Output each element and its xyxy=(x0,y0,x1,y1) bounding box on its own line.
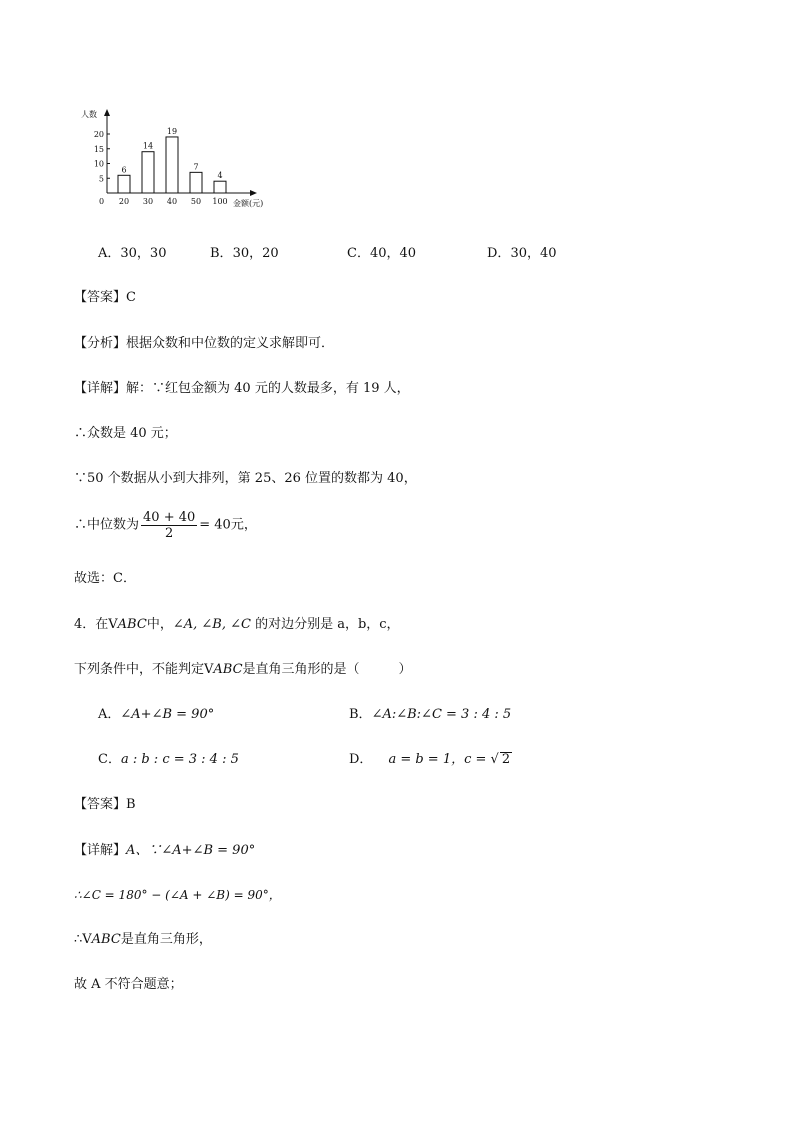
detail-tag: 【详解】 xyxy=(74,843,127,858)
detail-tag: 【详解】 xyxy=(74,381,127,396)
x-tick-label: 50 xyxy=(190,197,202,206)
answer-value: B xyxy=(126,797,136,812)
detail-text: 解：∵红包金额为 40 元的人数最多，有 19 人， xyxy=(126,381,410,396)
triangle-symbol: V xyxy=(82,932,92,947)
answer-value: C xyxy=(126,290,136,305)
option-d xyxy=(487,246,557,262)
x-tick-label: 20 xyxy=(118,197,130,206)
y-tick-label: 20 xyxy=(93,130,104,139)
origin-label: 0 xyxy=(99,197,105,206)
q3-detail-line3: ∵50 个数据从小到大排列，第 25、26 位置的数都为 40， xyxy=(74,471,417,486)
option-d-text: 30，40 xyxy=(510,246,557,261)
median-fraction xyxy=(141,510,197,541)
detail-text: A、∵∠A+∠B = 90° xyxy=(126,843,256,858)
y-axis-arrow xyxy=(104,109,110,116)
y-tick-label: 15 xyxy=(93,144,104,154)
analysis-text: 根据众数和中位数的定义求解即可． xyxy=(126,336,335,351)
q4-detail-line3 xyxy=(74,932,212,948)
q4-detail-line3-post: 是直角三角形， xyxy=(120,932,212,947)
bar xyxy=(118,175,130,193)
x-axis-arrow xyxy=(250,190,257,196)
analysis-tag: 【分析】 xyxy=(74,336,127,351)
q4-stem-line2 xyxy=(74,662,412,678)
q4-detail-line1 xyxy=(74,843,255,859)
q4-option-b-letter: B． xyxy=(349,707,372,722)
q4-option-d-text: a = b = 1，c = xyxy=(388,752,491,767)
fraction-numerator: 40 + 40 xyxy=(143,510,196,525)
q3-analysis xyxy=(74,336,334,352)
x-axis-label: 金额(元) xyxy=(233,199,264,208)
y-axis-label: 人数 xyxy=(81,110,97,119)
answer-tag: 【答案】 xyxy=(74,290,127,305)
q4-stem-line1 xyxy=(74,617,400,633)
option-c-letter: C． xyxy=(347,246,370,261)
option-b-letter: B． xyxy=(210,246,233,261)
option-a xyxy=(98,246,166,262)
option-c-text: 40，40 xyxy=(369,246,417,261)
y-tick-label: 5 xyxy=(98,174,104,184)
bar-value-label: 14 xyxy=(142,141,154,151)
triangle-symbol: V xyxy=(108,617,118,632)
x-tick-label: 100 xyxy=(212,197,228,206)
q4-detail-line2: ∴∠C = 180° − (∠A + ∠B) = 90°， xyxy=(74,888,281,902)
therefore-sign: ∴ xyxy=(74,932,83,947)
triangle-symbol: V xyxy=(204,662,214,677)
answer-tag: 【答案】 xyxy=(74,797,127,812)
bar xyxy=(214,181,226,193)
option-c xyxy=(347,246,416,262)
bar-value-label: 6 xyxy=(121,165,127,175)
q4-option-d-letter: D． xyxy=(349,752,373,767)
triangle-name: ABC xyxy=(91,932,121,947)
q4-option-c-text: a : b : c = 3 : 4 : 5 xyxy=(120,752,239,767)
triangle-name: ABC xyxy=(117,617,147,632)
fraction-denominator: 2 xyxy=(165,526,174,541)
q4-option-b xyxy=(349,707,511,723)
q4-option-a-text: ∠A+∠B = 90° xyxy=(120,707,215,722)
q4-answer xyxy=(74,797,136,813)
q4-line2-pre: 下列条件中，不能判定 xyxy=(74,662,205,677)
x-tick-label: 40 xyxy=(166,197,178,206)
q4-option-a-letter: A． xyxy=(98,707,121,722)
q3-detail-line1 xyxy=(74,381,410,397)
option-d-letter: D． xyxy=(487,246,511,261)
option-a-text: 30，30 xyxy=(120,246,167,261)
option-b xyxy=(210,246,279,262)
q4-option-a xyxy=(98,707,214,723)
option-a-letter: A． xyxy=(98,246,121,261)
bar xyxy=(166,137,178,193)
q4-option-d xyxy=(349,752,512,768)
bar xyxy=(142,152,154,193)
median-result: = 40元， xyxy=(199,517,257,533)
q4-option-c-letter: C． xyxy=(98,752,121,767)
q3-detail-line2: ∴众数是 40 元； xyxy=(74,426,177,441)
median-label: ∴中位数为 xyxy=(74,517,140,533)
bar-chart xyxy=(80,104,280,214)
bar xyxy=(190,172,202,193)
q4-number: 4．在 xyxy=(74,617,109,632)
q3-answer xyxy=(74,290,136,306)
sqrt-radicand: 2 xyxy=(501,752,511,767)
bar-value-label: 7 xyxy=(193,162,199,172)
q4-detail-line4: 故 A 不符合题意； xyxy=(74,977,183,992)
q4-stem-end: 的对边分别是 a，b，c， xyxy=(250,617,400,632)
bar-value-label: 4 xyxy=(217,171,223,181)
q4-option-c xyxy=(98,752,239,768)
q3-detail-line4 xyxy=(74,510,257,541)
triangle-name: ABC xyxy=(213,662,243,677)
q4-angles: ∠A, ∠B, ∠C xyxy=(172,617,251,632)
y-tick-label: 10 xyxy=(93,159,104,169)
q4-stem-mid: 中， xyxy=(146,617,173,632)
q3-conclusion: 故选：C． xyxy=(74,571,136,586)
option-b-text: 30，20 xyxy=(232,246,279,261)
sqrt-sign: √ xyxy=(490,752,499,767)
q4-option-b-text: ∠A:∠B:∠C = 3 : 4 : 5 xyxy=(371,707,512,722)
x-tick-label: 30 xyxy=(142,197,154,206)
bar-value-label: 19 xyxy=(166,126,178,136)
q4-line2-post: 是直角三角形的是（ ） xyxy=(242,662,412,677)
